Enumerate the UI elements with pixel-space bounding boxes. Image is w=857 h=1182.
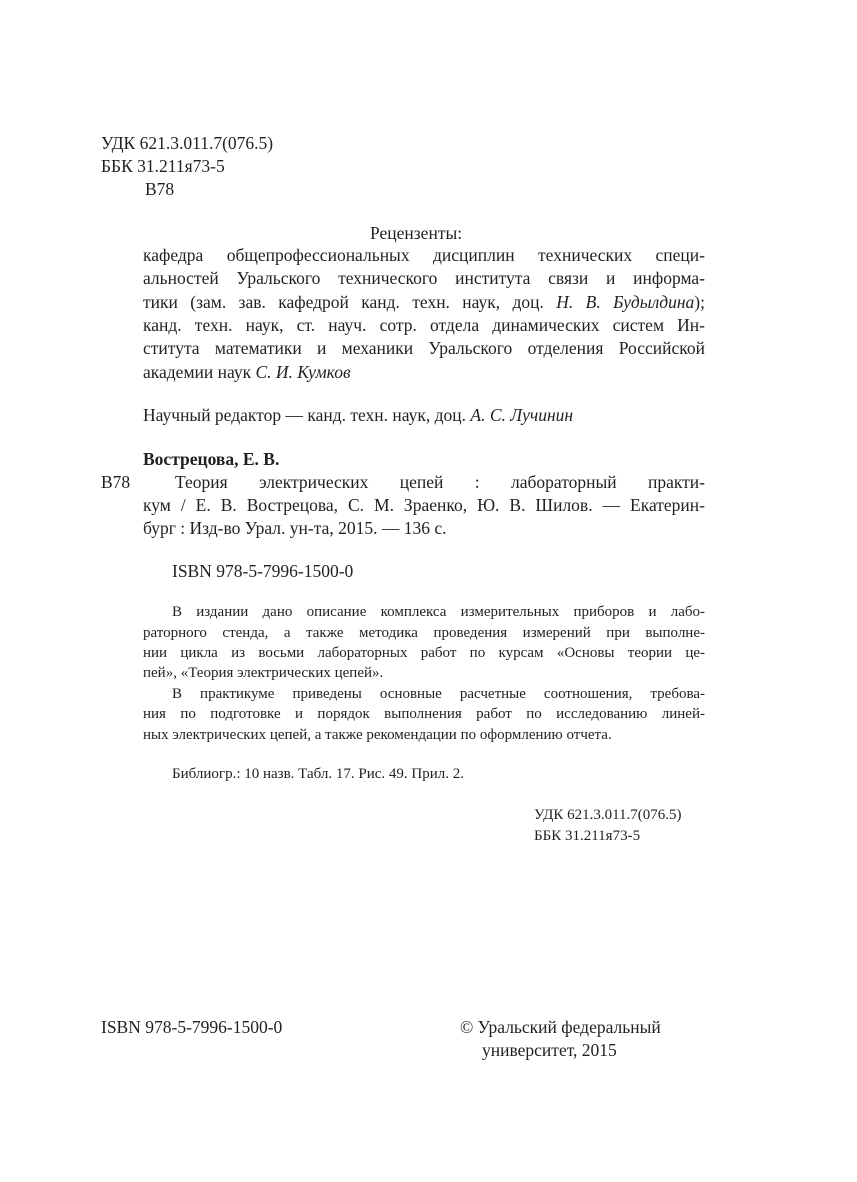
udk-code-bottom: УДК 621.3.011.7(076.5) (534, 807, 682, 823)
record-title-line: Теория электрических цепей : лабораторный практи- (175, 472, 705, 492)
reviewer-line: канд. техн. наук, ст. науч. сотр. отдела динамических систем Ин- (143, 315, 705, 335)
reviewer-text: тики (зам. зав. кафедрой канд. техн. наук, доц. (143, 292, 557, 312)
editor-name: А. С. Лучинин (470, 405, 574, 425)
reviewer-name: Н. В. Будылдина (556, 292, 695, 312)
abstract-line: раторного стенда, а также методика проведения измерений при выполне- (143, 625, 705, 641)
abstract-line: ния по подготовке и порядок выполнения работ по исследованию линей- (143, 706, 705, 722)
reviewer-text: ); (694, 292, 705, 312)
scientific-editor (143, 404, 573, 427)
reviewers-heading: Рецензенты: (370, 223, 463, 243)
record-author-mark: В78 (101, 472, 131, 492)
abstract-line: В издании дано описание комплекса измерительных приборов и лабо- (172, 604, 705, 620)
abstract-line: ных электрических цепей, а также рекомендации по оформлению отчета. (143, 727, 612, 743)
footer-isbn: ISBN 978-5-7996-1500-0 (101, 1017, 283, 1037)
reviewer-line (143, 291, 705, 314)
reviewer-line: ститута математики и механики Уральского отделения Российской (143, 338, 705, 358)
bbk-code-bottom: ББК 31.211я73-5 (534, 828, 641, 844)
reviewer-line: альностей Уральского технического института связи и информа- (143, 268, 705, 288)
bibliography-info: Библиогр.: 10 назв. Табл. 17. Рис. 49. Прил. 2. (172, 766, 464, 782)
editor-text: Научный редактор — канд. техн. наук, доц. (143, 405, 471, 425)
udk-code: УДК 621.3.011.7(076.5) (101, 133, 274, 153)
abstract-line: пей», «Теория электрических цепей». (143, 665, 384, 681)
author-heading: Вострецова, Е. В. (143, 449, 280, 469)
reviewer-line: кафедра общепрофессиональных дисциплин технических специ- (143, 245, 705, 265)
record-line: кум / Е. В. Вострецова, С. М. Зраенко, Ю. В. Шилов. — Екатерин- (143, 495, 705, 515)
abstract-line: нии цикла из восьми лабораторных работ по курсам «Основы теории це- (143, 645, 705, 661)
reviewer-text: академии наук (143, 362, 256, 382)
reviewer-line (143, 361, 351, 384)
author-mark: В78 (145, 179, 175, 199)
record-isbn: ISBN 978-5-7996-1500-0 (172, 561, 354, 581)
copyright-line: © Уральский федеральный (460, 1017, 661, 1037)
reviewer-name: С. И. Кумков (255, 362, 351, 382)
abstract-line: В практикуме приведены основные расчетные соотношения, требова- (172, 686, 705, 702)
bbk-code: ББК 31.211я73-5 (101, 156, 225, 176)
copyright-line: университет, 2015 (482, 1040, 617, 1060)
record-line: бург : Изд-во Урал. ун-та, 2015. — 136 с. (143, 518, 447, 538)
